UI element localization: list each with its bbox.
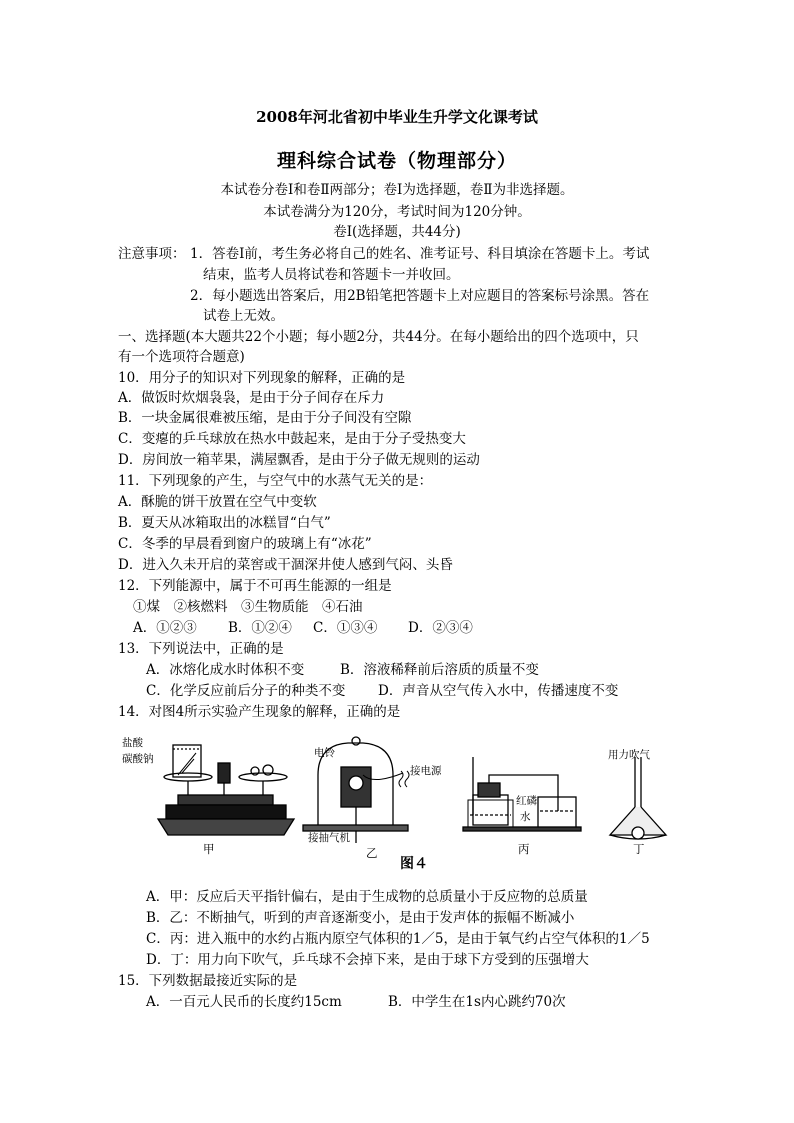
caption-jia: 甲 — [203, 842, 215, 856]
intro-line-2: 本试卷满分为120分，考试时间为120分钟。 — [263, 204, 531, 220]
balance-apparatus — [158, 745, 294, 835]
q11-option-c: C．冬季的早晨看到窗户的玻璃上有“冰花” — [118, 536, 372, 552]
figure-4-drawing — [118, 735, 678, 870]
exam-title: 2008年河北省初中毕业生升学文化课考试 — [256, 108, 538, 126]
q13-option-d: D．声音从空气传入水中，传播速度不变 — [378, 683, 619, 699]
q12-items: ①煤 ②核燃料 ③生物质能 ④石油 — [133, 599, 363, 615]
label-sodium-carbonate: 碳酸钠 — [122, 753, 154, 765]
notice-item-1a: 1．答卷Ⅰ前，考生务必将自己的姓名、准考证号、科目填涂在答题卡上。考试 — [190, 246, 650, 262]
label-hydrochloric-acid: 盐酸 — [122, 737, 143, 749]
q11-option-b: B．夏天从冰箱取出的冰糕冒“白气” — [118, 515, 331, 531]
caption-ding: 丁 — [633, 842, 645, 856]
q10-stem: 10．用分子的知识对下列现象的解释，正确的是 — [118, 370, 406, 386]
notice-label: 注意事项： — [118, 246, 186, 262]
q14-option-c: C．丙：进入瓶中的水约占瓶内原空气体积的1／5，是由于氧气约占空气体积的1／5 — [146, 931, 650, 947]
figure-title: 图４ — [400, 856, 428, 872]
section-heading-a: 一、选择题(本大题共22个小题；每小题2分，共44分。在每小题给出的四个选项中，只 — [118, 329, 639, 345]
caption-bing: 丙 — [518, 842, 530, 856]
q11-option-d: D．进入久未开启的菜窖或干涸深井使人感到气闷、头昏 — [118, 557, 453, 573]
q13-option-a: A．冰熔化成水时体积不变 — [146, 662, 305, 678]
notice-item-2b: 试卷上无效。 — [203, 308, 284, 324]
q11-stem: 11．下列现象的产生，与空气中的水蒸气无关的是： — [118, 473, 433, 489]
q15-stem: 15．下列数据最接近实际的是 — [118, 973, 298, 989]
q10-option-a: A．做饭时炊烟袅袅，是由于分子间存在斥力 — [118, 390, 385, 406]
funnel-apparatus — [610, 757, 666, 839]
q10-option-c: C．变瘪的乒乓球放在热水中鼓起来，是由于分子受热变大 — [118, 431, 466, 447]
caption-yi: 乙 — [366, 846, 378, 860]
q15-option-b: B．中学生在1s内心跳约70次 — [388, 994, 566, 1010]
q14-option-b: B．乙：不断抽气，听到的声音逐渐变小，是由于发声体的振幅不断减小 — [146, 910, 575, 926]
q12-option-b: B．①②④ — [228, 620, 292, 636]
q11-option-a: A．酥脆的饼干放置在空气中变软 — [118, 494, 317, 510]
label-vacuum-pump: 接抽气机 — [308, 832, 350, 844]
label-electric-bell: 电铃 — [314, 747, 335, 759]
q13-option-b: B．溶液稀释前后溶质的质量不变 — [340, 662, 539, 678]
q12-option-d: D．②③④ — [408, 620, 473, 636]
notice-item-1b: 结束，监考人员将试卷和答题卡一并收回。 — [203, 267, 460, 283]
q12-option-c: C．①③④ — [313, 620, 378, 636]
label-red-phosphorus: 红磷 — [516, 795, 537, 807]
q12-option-a: A．①②③ — [133, 620, 197, 636]
label-power-supply: 接电源 — [410, 765, 442, 777]
q10-option-b: B．一块金属很难被压缩，是由于分子间没有空隙 — [118, 410, 412, 426]
intro-line-3: 卷Ⅰ(选择题，共44分) — [333, 224, 461, 240]
q15-option-a: A．一百元人民币的长度约15cm — [146, 994, 342, 1010]
q13-stem: 13．下列说法中，正确的是 — [118, 641, 284, 657]
q12-stem: 12．下列能源中，属于不可再生能源的一组是 — [118, 578, 392, 594]
exam-subtitle: 理科综合试卷（物理部分） — [276, 150, 517, 172]
section-heading-b: 有一个选项符合题意) — [118, 349, 245, 365]
intro-line-1: 本试卷分卷Ⅰ和卷Ⅱ两部分；卷Ⅰ为选择题，卷Ⅱ为非选择题。 — [220, 182, 574, 198]
label-blow-hard: 用力吹气 — [608, 749, 650, 761]
q14-option-a: A．甲：反应后天平指针偏右，是由于生成物的总质量小于反应物的总质量 — [146, 889, 588, 905]
q14-option-d: D．丁：用力向下吹气，乒乓球不会掉下来，是由于球下方受到的压强增大 — [146, 952, 589, 968]
notice-item-2a: 2．每小题选出答案后，用2B铅笔把答题卡上对应题目的答案标号涂黑。答在 — [190, 288, 650, 304]
beaker-icon — [173, 745, 201, 777]
q10-option-d: D．房间放一箱苹果，满屋飘香，是由于分子做无规则的运动 — [118, 452, 480, 468]
figure-4 — [118, 735, 678, 870]
label-water: 水 — [520, 811, 531, 823]
q14-stem: 14．对图4所示实验产生现象的解释，正确的是 — [118, 704, 401, 720]
q13-option-c: C．化学反应前后分子的种类不变 — [146, 683, 346, 699]
